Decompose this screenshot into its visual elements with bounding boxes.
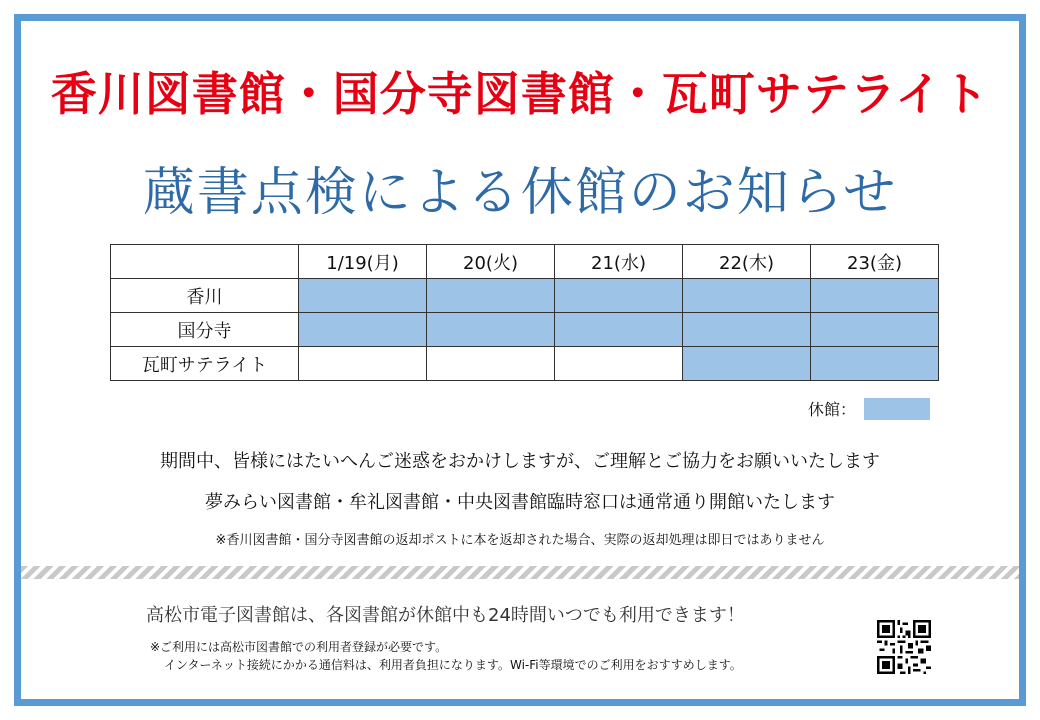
day-header: 22(木) (683, 245, 811, 279)
schedule-cell (811, 347, 939, 381)
schedule-row (111, 279, 939, 313)
legend-label: 休館： (808, 400, 857, 419)
library-name-cell: 香川 (111, 279, 299, 313)
schedule-cell (427, 347, 555, 381)
closed-swatch (864, 398, 930, 420)
apology-message: 期間中、皆様にはたいへんご迷惑をおかけしますが、ご理解とご協力をお願いいたします (160, 451, 880, 472)
return-post-note: ※香川図書館・国分寺図書館の返却ポストに本を返却された場合、実際の返却処理は即日ではありません (215, 533, 825, 548)
library-name-cell: 国分寺 (111, 313, 299, 347)
ebook-library-message: 高松市電子図書館は、各図書館が休館中も24時間いつでも利用できます！ (146, 605, 745, 626)
schedule-cell (683, 279, 811, 313)
schedule-cell (555, 313, 683, 347)
schedule-cell (555, 347, 683, 381)
schedule-row (111, 313, 939, 347)
corner-cell (111, 245, 299, 279)
open-libraries-message: 夢みらい図書館・牟礼図書館・中央図書館臨時窓口は通常通り開館いたします (205, 492, 835, 513)
qr-code-icon (877, 620, 931, 674)
schedule-cell (427, 279, 555, 313)
schedule-cell (811, 313, 939, 347)
stripe-divider (21, 566, 1019, 579)
closure-schedule-table (110, 244, 939, 381)
schedule-cell (683, 347, 811, 381)
day-header: 21(水) (555, 245, 683, 279)
library-name-cell: 瓦町サテライト (111, 347, 299, 381)
schedule-header-row (111, 245, 939, 279)
day-header: 23(金) (811, 245, 939, 279)
schedule-cell (299, 347, 427, 381)
ebook-note-registration: ※ご利用には高松市図書館での利用者登録が必要です。 (150, 640, 448, 654)
ebook-note-fees: インターネット接続にかかる通信料は、利用者負担になります。Wi-Fi等環境でのご利用をおすすめします。 (164, 658, 742, 672)
day-header: 20(火) (427, 245, 555, 279)
schedule-cell (811, 279, 939, 313)
library-names-title: 香川図書館・国分寺図書館・瓦町サテライト (50, 67, 990, 121)
day-header: 1/19(月) (299, 245, 427, 279)
closed-legend (808, 397, 930, 420)
schedule-cell (683, 313, 811, 347)
schedule-cell (299, 279, 427, 313)
schedule-row (111, 347, 939, 381)
schedule-cell (427, 313, 555, 347)
closure-notice-title: 蔵書点検による休館のお知らせ (142, 163, 898, 223)
schedule-cell (555, 279, 683, 313)
schedule-cell (299, 313, 427, 347)
